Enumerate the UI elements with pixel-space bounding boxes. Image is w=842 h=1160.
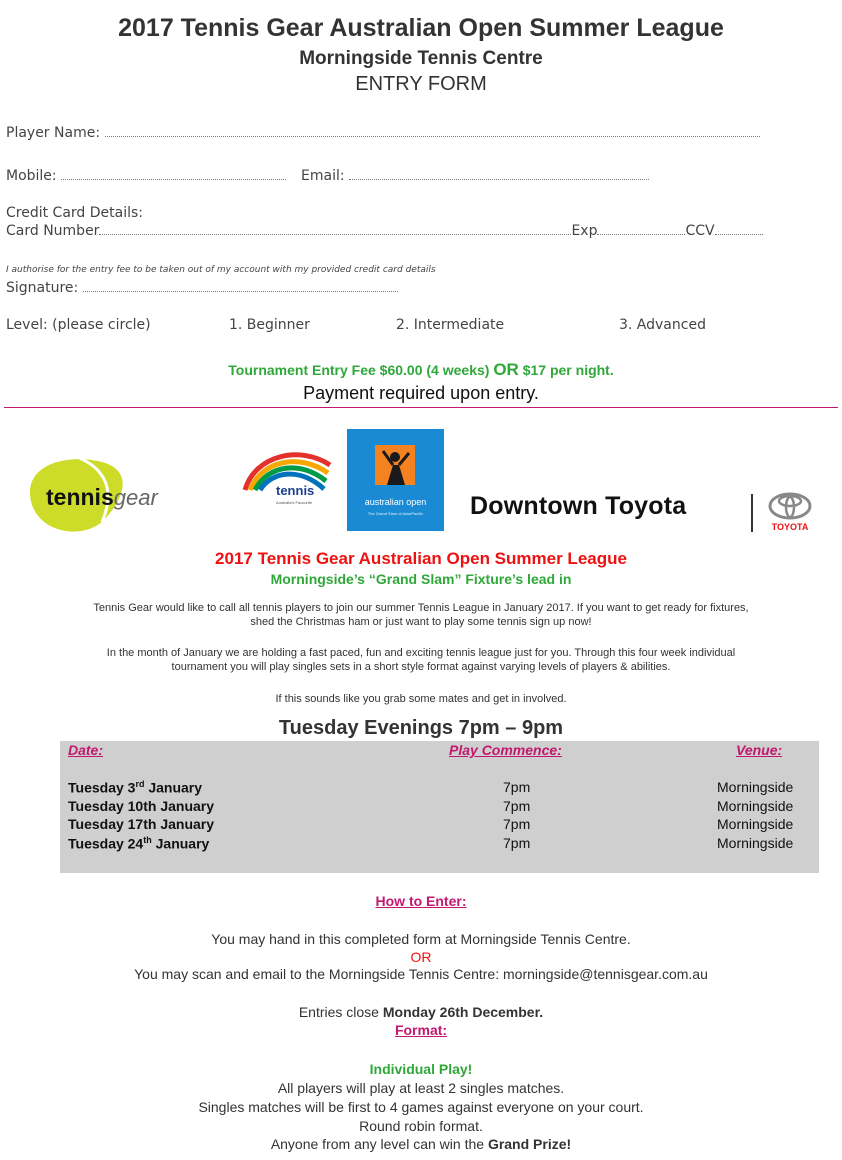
intro-line-2: shed the Christmas ham or just want to play some tennis sign up now! bbox=[250, 616, 592, 628]
tennis-australia-tagline: Australia's Favourite bbox=[276, 500, 313, 505]
intro-paragraph bbox=[0, 601, 842, 629]
downtown-toyota-logo bbox=[470, 492, 686, 521]
format-line-4-text: Anyone from any level can win the bbox=[270, 1136, 488, 1152]
tennis-gear-logo-b: gear bbox=[113, 485, 158, 510]
col-header-date: Date: bbox=[68, 742, 104, 758]
row-date-sup: th bbox=[143, 835, 152, 845]
tennis-gear-logo bbox=[22, 452, 192, 537]
table-row-date bbox=[68, 798, 214, 814]
email-label: Email: bbox=[301, 168, 345, 184]
level-label: Level: (please circle) bbox=[6, 317, 151, 333]
signature-field[interactable] bbox=[6, 280, 398, 296]
card-number-field[interactable] bbox=[6, 223, 763, 239]
table-row-date bbox=[68, 835, 209, 852]
table-row-time: 7pm bbox=[503, 798, 531, 814]
email-line bbox=[349, 169, 649, 180]
email-field[interactable] bbox=[301, 168, 649, 184]
row-date-sup: rd bbox=[135, 779, 145, 789]
intro-line-1: Tennis Gear would like to call all tennis players to join our summer Tennis League in January 2017. If you want to get ready for fixtures, bbox=[93, 602, 749, 614]
entry-fee-text: Tournament Entry Fee $60.00 (4 weeks) bbox=[228, 362, 494, 378]
credit-card-label: Credit Card Details: bbox=[6, 205, 144, 221]
details-paragraph bbox=[0, 646, 842, 674]
row-date-text: Tuesday 17th January bbox=[68, 816, 215, 832]
mobile-label: Mobile: bbox=[6, 168, 57, 184]
format-line-3: Round robin format. bbox=[359, 1118, 483, 1134]
ccv-line bbox=[715, 224, 763, 235]
enter-or: OR bbox=[410, 949, 432, 965]
format-line-1: All players will play at least 2 singles matches. bbox=[277, 1080, 565, 1096]
payment-note: Payment required upon entry. bbox=[303, 383, 539, 403]
table-row-date bbox=[68, 816, 214, 832]
row-date-rest: January bbox=[151, 835, 210, 852]
entry-fee-line bbox=[0, 360, 842, 380]
row-date-rest: January bbox=[144, 779, 203, 796]
venue-subtitle: Morningside Tennis Centre bbox=[299, 48, 543, 69]
toyota-emblem bbox=[762, 492, 818, 538]
row-date-text: Tuesday 3 bbox=[68, 779, 136, 796]
table-row-venue: Morningside bbox=[717, 816, 794, 832]
league-title: 2017 Tennis Gear Australian Open Summer League bbox=[215, 549, 627, 568]
level-beginner[interactable]: 1. Beginner bbox=[229, 317, 310, 333]
table-row-venue: Morningside bbox=[717, 779, 794, 795]
details-line-1: In the month of January we are holding a fast paced, fun and exciting tennis league just for you. Through this four week individual bbox=[106, 647, 736, 659]
player-name-label: Player Name: bbox=[6, 125, 101, 141]
signature-label: Signature: bbox=[6, 280, 79, 296]
mobile-field[interactable] bbox=[6, 168, 286, 184]
invite-paragraph: If this sounds like you grab some mates and get in involved. bbox=[275, 693, 567, 705]
enter-line-2: You may scan and email to the Morningside Tennis Centre: morningside@tennisgear.com.au bbox=[134, 966, 708, 982]
individual-play: Individual Play! bbox=[369, 1061, 473, 1077]
grand-prize: Grand Prize! bbox=[487, 1136, 572, 1152]
format-line-4 bbox=[0, 1136, 842, 1152]
toyota-divider bbox=[751, 494, 753, 532]
exp-line bbox=[597, 224, 685, 235]
australian-open-logo bbox=[347, 429, 444, 531]
table-row-venue: Morningside bbox=[717, 798, 794, 814]
level-advanced[interactable]: 3. Advanced bbox=[619, 317, 706, 333]
col-header-play: Play Commence: bbox=[449, 742, 562, 758]
tennis-gear-logo-a: tennis bbox=[46, 484, 114, 510]
section-divider bbox=[4, 407, 838, 408]
entry-fee-or: OR bbox=[493, 360, 519, 379]
toyota-wordmark: TOYOTA bbox=[771, 522, 809, 532]
downtown-toyota-text: Downtown Toyota bbox=[470, 492, 687, 520]
how-to-enter-heading: How to Enter: bbox=[375, 893, 467, 909]
details-line-2: tournament you will play singles sets in a short style format against varying levels of players & abilities. bbox=[171, 661, 671, 673]
authorise-text: I authorise for the entry fee to be taken out of my account with my provided credit card details bbox=[6, 265, 436, 275]
player-name-line bbox=[105, 126, 760, 137]
exp-label: Exp bbox=[571, 223, 598, 239]
table-row-time: 7pm bbox=[503, 835, 531, 851]
page-title: 2017 Tennis Gear Australian Open Summer League bbox=[118, 14, 724, 42]
ccv-label: CCV bbox=[685, 223, 715, 239]
ao-tagline: The Grand Slam of Asia/Pacific bbox=[367, 511, 424, 516]
entry-fee-night: $17 per night. bbox=[518, 362, 614, 378]
card-number-line bbox=[99, 224, 571, 235]
schedule-table bbox=[60, 741, 819, 873]
table-row-time: 7pm bbox=[503, 779, 531, 795]
mobile-line bbox=[61, 169, 286, 180]
table-row-time: 7pm bbox=[503, 816, 531, 832]
table-row-date bbox=[68, 779, 202, 796]
player-name-field[interactable] bbox=[6, 125, 760, 141]
schedule-title: Tuesday Evenings 7pm – 9pm bbox=[278, 717, 564, 739]
entries-close bbox=[0, 1004, 842, 1020]
tennis-australia-text: tennis bbox=[276, 483, 315, 498]
entries-close-date: Monday 26th December. bbox=[382, 1004, 544, 1020]
level-intermediate[interactable]: 2. Intermediate bbox=[396, 317, 505, 333]
entry-form-label: ENTRY FORM bbox=[355, 73, 487, 95]
signature-line bbox=[83, 281, 398, 292]
tennis-australia-logo bbox=[240, 445, 340, 515]
enter-line-1: You may hand in this completed form at Morningside Tennis Centre. bbox=[211, 931, 631, 947]
col-header-venue: Venue: bbox=[736, 742, 783, 758]
format-heading: Format: bbox=[394, 1022, 448, 1038]
league-subtitle: Morningside’s “Grand Slam” Fixture’s lead in bbox=[270, 571, 572, 587]
row-date-text: Tuesday 24 bbox=[68, 835, 144, 852]
table-row-venue: Morningside bbox=[717, 835, 794, 851]
row-date-text: Tuesday 10th January bbox=[68, 798, 215, 814]
format-line-2: Singles matches will be first to 4 games against everyone on your court. bbox=[198, 1099, 644, 1115]
card-number-label: Card Number bbox=[6, 223, 100, 239]
entries-close-text: Entries close bbox=[298, 1004, 383, 1020]
ao-text: australian open bbox=[364, 497, 427, 507]
